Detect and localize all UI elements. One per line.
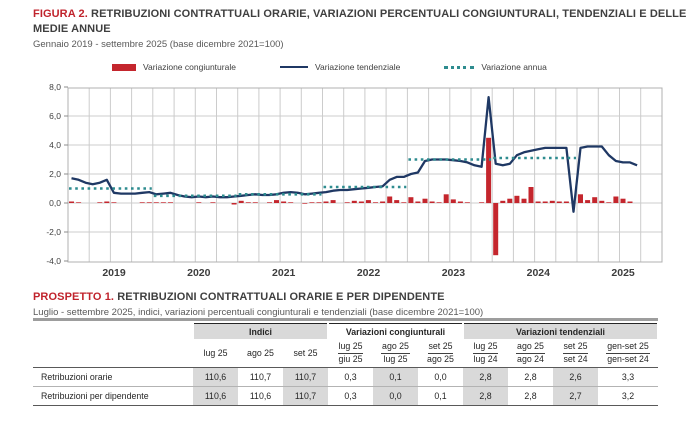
table-label: PROSPETTO 1. (33, 291, 115, 303)
table-title-text: RETRIBUZIONI CONTRATTUALI ORARIE E PER DIPENDENTE (117, 291, 445, 303)
table-top-rule (33, 318, 658, 321)
column-header-fraction: $\frac{\text{gen-set 25}}{\text{gen-set 24}}$ (598, 339, 658, 368)
table-cell: 110,6 (193, 387, 238, 406)
column-header-fraction: $\frac{\text{set 25}}{\text{set 24}}$ (553, 339, 598, 368)
legend-label: Variazione tendenziale (314, 62, 401, 72)
legend-label: Variazione annua (481, 62, 547, 72)
table-cell: 2,8 (463, 387, 508, 406)
column-header-fraction: $\frac{\text{set 25}}{\text{ago 25}}$ (418, 339, 463, 368)
group-header-0: Indici (193, 324, 328, 340)
bars-variazione-congiunturale (69, 138, 633, 255)
svg-text:2025: 2025 (611, 267, 635, 279)
svg-text:0,0: 0,0 (49, 198, 61, 208)
figure-label: FIGURA 2. (33, 8, 88, 20)
legend-item-congiunturale (112, 62, 236, 72)
table-subtitle: Luglio - settembre 2025, indici, variazioni percentuali congiunturali e tendenziali (base dicembre 2021=100) (33, 307, 484, 318)
column-header-fraction: $\frac{\text{ago 25}}{\text{ago 24}}$ (508, 339, 553, 368)
column-header-fraction: $\frac{\text{lug 25}}{\text{lug 24}}$ (463, 339, 508, 368)
svg-text:2,0: 2,0 (49, 169, 61, 179)
legend-item-annua (444, 62, 547, 72)
row-label: Retribuzioni per dipendente (33, 387, 193, 406)
column-header-fraction: $\frac{\text{lug 25}}{\text{giu 25}}$ (328, 339, 373, 368)
line-swatch-icon (280, 66, 308, 68)
table-title (33, 290, 688, 305)
table-cell: 0,0 (373, 387, 418, 406)
group-header-2: Variazioni tendenziali (463, 324, 658, 340)
column-header: ago 25 (238, 339, 283, 368)
x-axis-year-labels (102, 267, 635, 279)
table-cell: 0,0 (418, 368, 463, 387)
svg-text:4,0: 4,0 (49, 140, 61, 150)
figure-title (33, 7, 688, 37)
wage-table-container (33, 318, 659, 406)
bar-swatch-icon (112, 64, 136, 71)
column-header: lug 25 (193, 339, 238, 368)
wage-variations-chart (0, 84, 696, 288)
chart-legend (0, 62, 696, 72)
vertical-gridlines (89, 88, 641, 262)
table-cell: 2,8 (508, 368, 553, 387)
group-header-1: Variazioni congiunturali (328, 324, 463, 340)
table-cell: 0,3 (328, 368, 373, 387)
column-header-fraction: $\frac{\text{ago 25}}{\text{lug 25}}$ (373, 339, 418, 368)
table-cell: 2,6 (553, 368, 598, 387)
svg-text:-2,0: -2,0 (46, 227, 61, 237)
table-cell: 110,6 (238, 387, 283, 406)
svg-text:2019: 2019 (102, 267, 126, 279)
svg-text:2022: 2022 (356, 267, 381, 279)
svg-text:-4,0: -4,0 (46, 256, 61, 266)
svg-text:8,0: 8,0 (49, 84, 61, 92)
table-cell: 2,8 (463, 368, 508, 387)
table-row (33, 387, 658, 406)
y-axis-ticks (46, 84, 68, 266)
chart-canvas (0, 84, 696, 288)
table-cell: 110,6 (193, 368, 238, 387)
row-label: Retribuzioni orarie (33, 368, 193, 387)
table-cell: 2,8 (508, 387, 553, 406)
svg-text:2024: 2024 (526, 267, 550, 279)
table-cell: 110,7 (283, 368, 328, 387)
table-cell: 0,1 (373, 368, 418, 387)
figure-heading (33, 7, 688, 50)
table-subheader-row (33, 339, 658, 368)
table-cell: 110,7 (283, 387, 328, 406)
svg-text:2021: 2021 (272, 267, 296, 279)
table-heading (33, 290, 688, 318)
svg-text:2023: 2023 (441, 267, 466, 279)
table-cell: 2,7 (553, 387, 598, 406)
wage-table (33, 323, 659, 406)
table-cell: 0,1 (418, 387, 463, 406)
svg-text:2020: 2020 (187, 267, 211, 279)
table-group-header-row (33, 324, 658, 340)
table-cell: 3,2 (598, 387, 658, 406)
svg-text:6,0: 6,0 (49, 111, 61, 121)
table-cell: 110,7 (238, 368, 283, 387)
column-header: set 25 (283, 339, 328, 368)
legend-item-tendenziale (280, 62, 400, 72)
table-cell: 3,3 (598, 368, 658, 387)
dotted-swatch-icon (444, 66, 474, 69)
legend-label: Variazione congiunturale (143, 62, 236, 72)
figure-subtitle: Gennaio 2019 - settembre 2025 (base dicembre 2021=100) (33, 39, 284, 50)
figure-title-text: RETRIBUZIONI CONTRATTUALI ORARIE, VARIAZIONI PERCENTUALI CONGIUNTURALI, TENDENZIALI E DELLE MEDIE ANNUE (33, 8, 687, 35)
table-cell: 0,3 (328, 387, 373, 406)
table-row (33, 368, 658, 387)
